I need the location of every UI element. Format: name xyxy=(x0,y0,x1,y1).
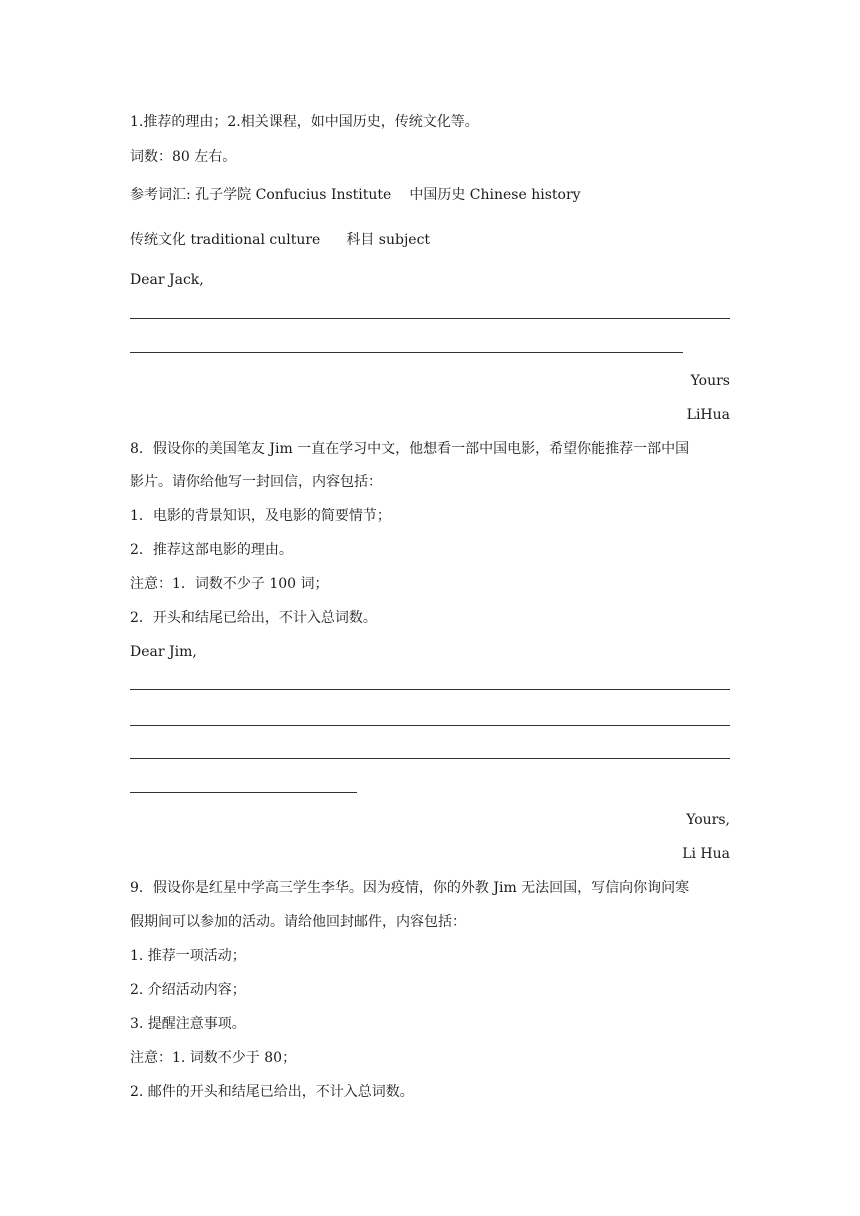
answer-line xyxy=(130,318,730,319)
closing: Yours, xyxy=(686,812,730,828)
vocab-item: 参考词汇: 孔子学院 Confucius Institute xyxy=(130,187,392,203)
vocab-item: 传统文化 traditional culture xyxy=(130,232,321,248)
answer-line xyxy=(130,758,730,759)
answer-line xyxy=(130,792,357,793)
q8-point-1: 1．电影的背景知识，及电影的简要情节； xyxy=(130,508,391,524)
q8-note-2: 2．开头和结尾已给出，不计入总词数。 xyxy=(130,610,377,626)
answer-line xyxy=(130,352,683,353)
q9-prompt-line-1: 9．假设你是红星中学高三学生李华。因为疫情，你的外教 Jim 无法回国，写信向你询问寒 xyxy=(130,880,690,896)
vocab-line-1 xyxy=(130,185,581,205)
q8-note-1: 注意：1．词数不少子 100 词； xyxy=(130,576,329,592)
salutation-jim: Dear Jim, xyxy=(130,644,197,660)
q9-point-2: 2. 介绍活动内容； xyxy=(130,982,246,998)
signature: LiHua xyxy=(686,407,730,423)
vocab-item: 科目 subject xyxy=(346,232,431,248)
content-points: 1.推荐的理由；2.相关课程，如中国历史，传统文化等。 xyxy=(130,114,479,130)
q8-point-2: 2．推荐这部电影的理由。 xyxy=(130,542,293,558)
q9-prompt-line-2: 假期间可以参加的活动。请给他回封邮件，内容包括： xyxy=(130,914,466,930)
signature: Li Hua xyxy=(682,846,730,862)
q8-prompt-line-1: 8．假设你的美国笔友 Jim 一直在学习中文，他想看一部中国电影，希望你能推荐一部中国 xyxy=(130,441,690,457)
q9-note-1: 注意：1. 词数不少于 80； xyxy=(130,1050,297,1066)
q9-point-3: 3. 提醒注意事项。 xyxy=(130,1016,246,1032)
vocab-line-2 xyxy=(130,230,430,250)
vocab-item: 中国历史 Chinese history xyxy=(409,187,581,203)
answer-line xyxy=(130,725,730,726)
closing: Yours xyxy=(690,373,730,389)
q8-prompt-line-2: 影片。请你给他写一封回信，内容包括： xyxy=(130,474,382,490)
answer-line xyxy=(130,689,730,690)
word-count: 词数：80 左右。 xyxy=(130,149,237,165)
salutation-jack: Dear Jack, xyxy=(130,272,204,288)
q9-note-2: 2. 邮件的开头和结尾已给出，不计入总词数。 xyxy=(130,1084,414,1100)
q9-point-1: 1. 推荐一项活动； xyxy=(130,948,246,964)
